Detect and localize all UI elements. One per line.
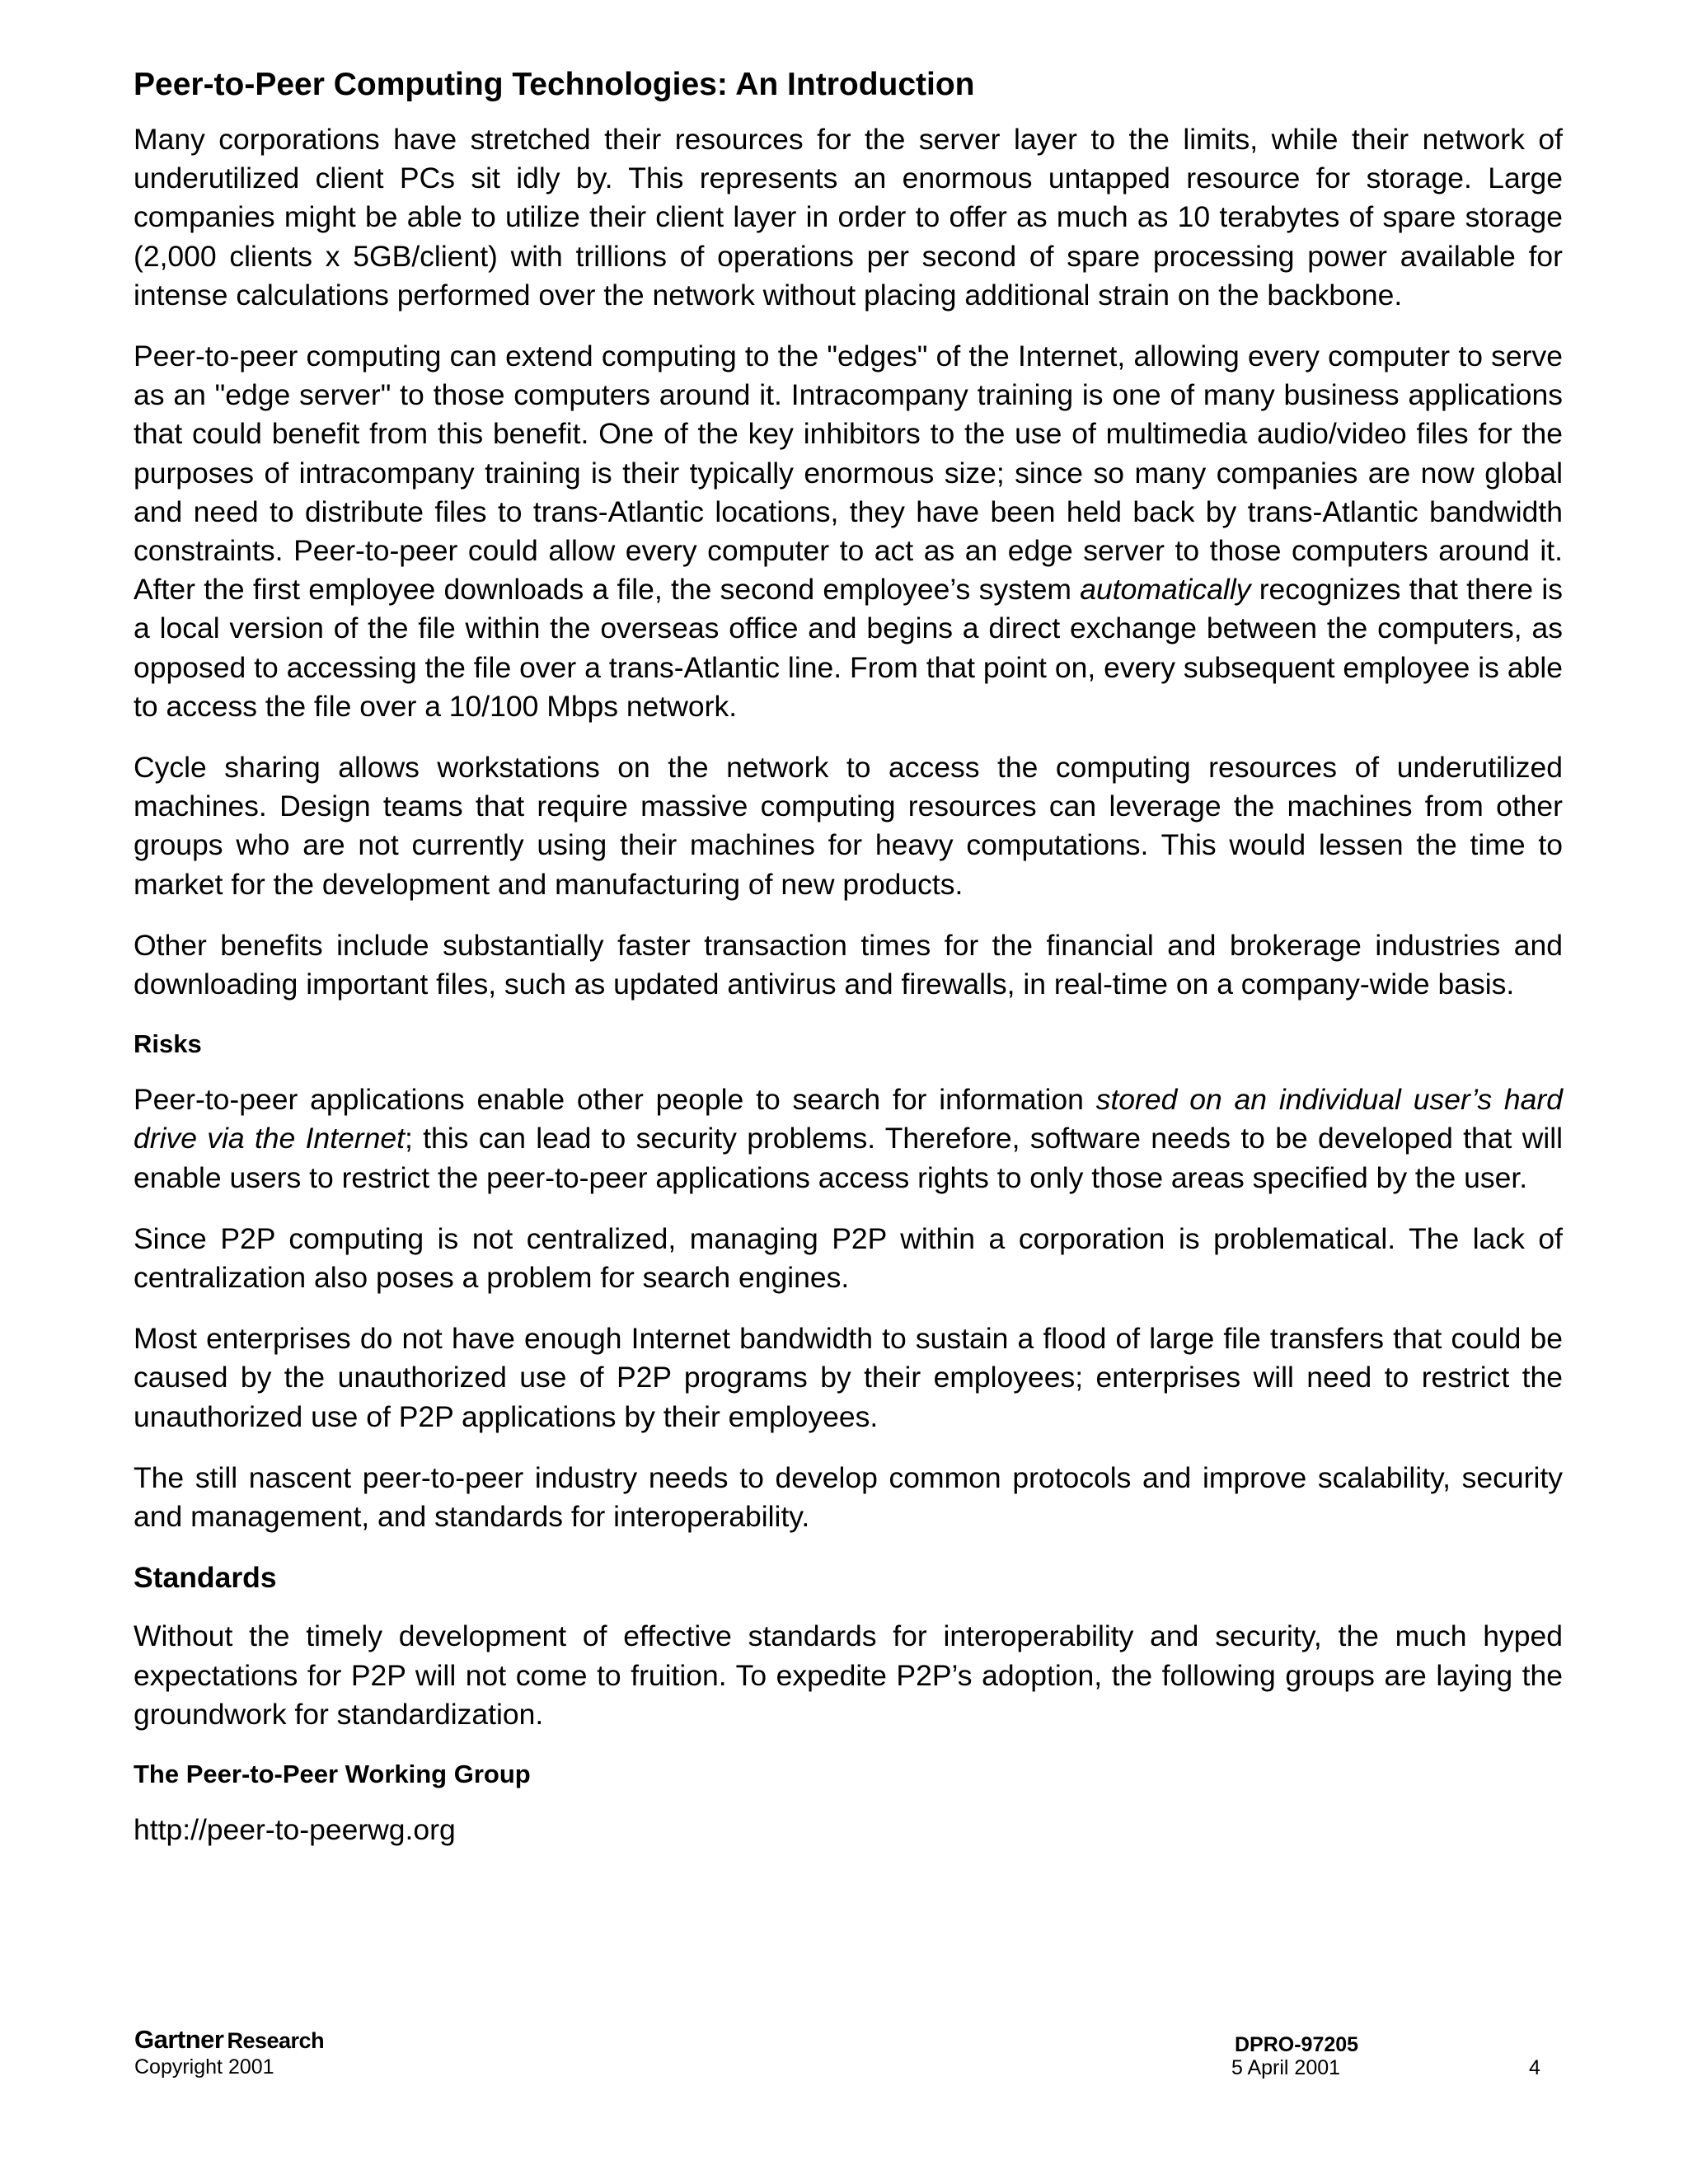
paragraph-text: ; this can lead to security problems. Therefore, software needs to be developed that will enable users to restrict the peer-to-peer applications access rights to only those areas specified by the user. bbox=[134, 1122, 1563, 1194]
paragraph-risks-bandwidth: Most enterprises do not have enough Internet bandwidth to sustain a flood of large file transfers that could be caused by the unauthorized use of P2P programs by their employees; enterprises will need to restrict the unauthorized use of P2P applications by their employees. bbox=[134, 1322, 1563, 1433]
paragraph-other-benefits: Other benefits include substantially faster transaction times for the financial and brokerage industries and downloading important files, such as updated antivirus and firewalls, in real-time on a company-wide basis. bbox=[134, 928, 1563, 1001]
paragraph-risks-security bbox=[134, 1080, 1563, 1197]
paragraph-intro: Many corporations have stretched their resources for the server layer to the limits, while their network of underutilized client PCs sit idly by. This represents an enormous untapped resource for storage. Large companies might be able to utilize their client layer in order to offer as much as 10 terabytes of spare storage (2,000 clients x 5GB/client) with trillions of operations per second of spare processing power available for intense calculations performed over the network without placing additional strain on the backbone. bbox=[134, 123, 1563, 312]
paragraph-text: Peer-to-peer computing can extend computing to the "edges" of the Internet, allowing every computer to serve as an "edge server" to those computers around it. Intracompany training is one of many business applications that could benefit from this benefit. One of the key inhibitors to the use of multimedia audio/video files for the purposes of intracompany training is their typically enormous size; since so many companies are now global and need to distribute files to trans-Atlantic locations, they have been held back by trans-Atlantic bandwidth constraints. Peer-to-peer could allow every computer to act as an edge server to those computers around it. After the first employee downloads a file, the second employee’s system bbox=[134, 340, 1563, 607]
section-heading-risks: Risks bbox=[134, 1029, 202, 1059]
logo-sub: Research bbox=[227, 2028, 325, 2053]
paragraph-cycle-sharing: Cycle sharing allows workstations on the network to access the computing resources of underutilized machines. Design teams that require massive computing resources can leverage the machines from other groups who are not currently using their machines for heavy computations. This would lessen the time to market for the development and manufacturing of new products. bbox=[134, 751, 1563, 901]
paragraph-risks-industry: The still nascent peer-to-peer industry needs to develop common protocols and improve scalability, security and management, and standards for interoperability. bbox=[134, 1460, 1563, 1534]
page-title: Peer-to-Peer Computing Technologies: An Introduction bbox=[134, 67, 975, 102]
subheading-working-group: The Peer-to-Peer Working Group bbox=[134, 1759, 531, 1788]
paragraph-edge-computing bbox=[134, 337, 1563, 726]
paragraph-standards: Without the timely development of effective standards for interoperability and security, the much hyped expectations for P2P will not come to fruition. To expedite P2P’s adoption, the following groups are laying the groundwork for standardization. bbox=[134, 1619, 1563, 1731]
emphasis-text: automatically bbox=[1080, 573, 1251, 607]
gartner-logo bbox=[134, 2024, 324, 2056]
document-id: DPRO-97205 bbox=[1235, 2033, 1359, 2056]
page-footer bbox=[0, 2024, 1688, 2090]
emphasis-text: stored on an individual user’s hard drive via the Internet bbox=[134, 1083, 1563, 1155]
paragraph-risks-centralization: Since P2P computing is not centralized, managing P2P within a corporation is problematical. The lack of centralization also poses a problem for search engines. bbox=[134, 1221, 1563, 1295]
working-group-url[interactable]: http://peer-to-peerwg.org bbox=[134, 1812, 456, 1846]
page-number: 4 bbox=[1529, 2056, 1540, 2079]
document-body bbox=[134, 64, 1563, 1849]
copyright-text: Copyright 2001 bbox=[134, 2055, 274, 2079]
document-date: 5 April 2001 bbox=[1231, 2056, 1341, 2079]
paragraph-text: recognizes that there is a local version of the file within the overseas office and begins a direct exchange between the computers, as opposed to accessing the file over a trans-Atlantic line. From that point on, every subsequent employee is able to access the file over a 10/100 Mbps network. bbox=[134, 573, 1563, 723]
paragraph-text: Peer-to-peer applications enable other people to search for information bbox=[134, 1083, 1096, 1117]
section-heading-standards: Standards bbox=[134, 1561, 277, 1595]
logo-main: Gartner bbox=[134, 2025, 224, 2054]
